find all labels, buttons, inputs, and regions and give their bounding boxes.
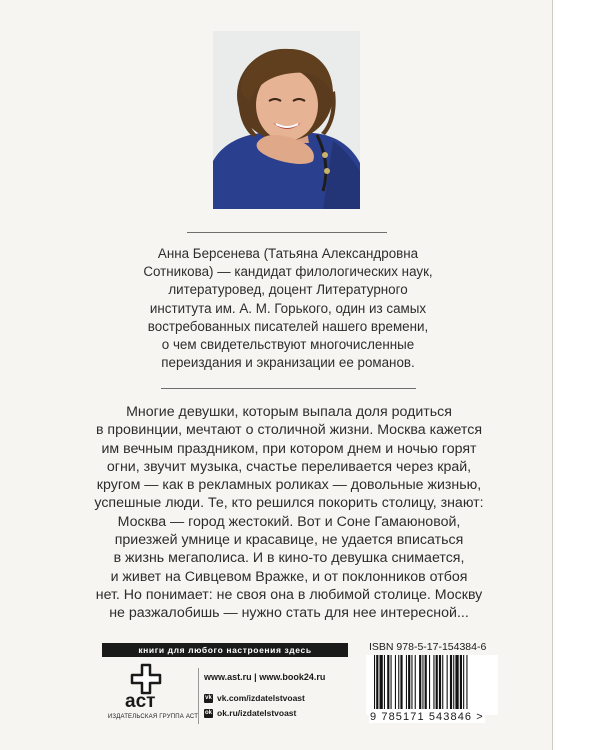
blurb-line: в жизнь мегаполиса. И в кино-то девушка снимается, bbox=[113, 550, 465, 567]
ok-url: ok.ru/izdatelstvoast bbox=[217, 708, 297, 718]
barcode-bar bbox=[460, 655, 462, 709]
blurb-line: кругом — как в рекламных роликах — довольные жизнью, bbox=[96, 477, 482, 494]
barcode-bar bbox=[384, 655, 385, 709]
ok-link[interactable] bbox=[204, 708, 296, 718]
blurb-line: им вечным праздником, при котором днем и ночью горят bbox=[101, 440, 477, 457]
barcode-bar bbox=[422, 655, 423, 709]
blurb-line: Многие девушки, которым выпала доля родиться bbox=[126, 404, 452, 420]
author-photo bbox=[213, 31, 360, 209]
barcode-bar bbox=[425, 655, 427, 709]
divider-middle bbox=[161, 388, 416, 389]
barcode-bar bbox=[453, 655, 454, 709]
divider-top bbox=[187, 232, 387, 233]
barcode-bar bbox=[447, 655, 448, 709]
barcode-bar bbox=[380, 655, 383, 709]
barcode-bar bbox=[429, 655, 430, 709]
vk-icon: vk bbox=[205, 694, 212, 701]
footer-divider bbox=[198, 668, 199, 724]
blurb-line: в провинции, мечтают о столичной жизни. Москва кажется bbox=[95, 422, 483, 439]
barcode-bar bbox=[408, 655, 410, 709]
bio-line: переиздания и экранизации ее романов. bbox=[161, 355, 415, 371]
blurb-line: и живет на Сивцевом Вражке, и от поклонников отбоя bbox=[110, 568, 468, 585]
blurb-line: огни, звучит музыка, счастье переливается через край, bbox=[106, 458, 472, 475]
barcode-bar bbox=[419, 655, 421, 709]
barcode-bar bbox=[442, 655, 443, 709]
tagline-bar: книги для любого настроения здесь bbox=[102, 643, 348, 657]
author-portrait-image bbox=[213, 31, 360, 209]
publisher-websites[interactable]: www.ast.ru | www.book24.ru bbox=[204, 672, 326, 682]
bio-line: института им. А. М. Горького, один из самых bbox=[149, 300, 427, 316]
blurb-line: нет. Но понимает: не своя она в любимой столице. Москву bbox=[95, 586, 483, 603]
barcode-bar bbox=[466, 655, 467, 709]
author-bio bbox=[110, 245, 466, 372]
vk-url: vk.com/izdatelstvoast bbox=[217, 693, 305, 703]
barcode-bar bbox=[391, 655, 392, 709]
barcode-bar bbox=[433, 655, 434, 709]
bio-line: Анна Берсенева (Татьяна Александровна bbox=[157, 246, 419, 261]
barcode-bar bbox=[395, 655, 396, 709]
barcode-bar bbox=[436, 655, 438, 709]
ast-logo-mark bbox=[120, 663, 178, 711]
book-blurb bbox=[70, 403, 508, 623]
logo-wordmark: аст bbox=[125, 691, 156, 711]
cover-edge bbox=[552, 0, 553, 750]
barcode-bars bbox=[366, 655, 498, 713]
blurb-line: Москва — город жестокий. Вот и Соне Гамаюновой, bbox=[117, 513, 461, 530]
barcode-bar bbox=[400, 655, 402, 709]
barcode-bar bbox=[387, 655, 389, 709]
barcode-bar bbox=[398, 655, 399, 709]
barcode-bar bbox=[406, 655, 407, 709]
barcode bbox=[366, 655, 498, 715]
barcode-bar bbox=[374, 655, 375, 709]
bio-line: востребованных писателей нашего времени, bbox=[147, 318, 429, 334]
barcode-bar bbox=[376, 655, 378, 709]
barcode-digits: 9 785171 543846 > bbox=[370, 711, 484, 723]
barcode-bar bbox=[455, 655, 458, 709]
barcode-bar bbox=[450, 655, 452, 709]
bio-line: о чем свидетельствуют многочисленные bbox=[161, 337, 415, 353]
ok-icon: ok bbox=[204, 709, 212, 716]
barcode-bar bbox=[415, 655, 416, 709]
bio-line: литературовед, доцент Литературного bbox=[168, 282, 408, 298]
barcode-bar bbox=[463, 655, 464, 709]
blurb-line: не разжалобишь — нужно стать для нее интересной... bbox=[109, 605, 469, 622]
blurb-line: приезжей умнице и красавице, не удается вписаться bbox=[114, 532, 464, 549]
ast-logo bbox=[120, 663, 178, 711]
barcode-bar bbox=[439, 655, 441, 709]
blurb-line: успешные люди. Те, кто решился покорить столицу, знают: bbox=[94, 495, 484, 512]
isbn-text: ISBN 978-5-17-154384-6 bbox=[369, 641, 487, 653]
barcode-bar bbox=[411, 655, 412, 709]
bio-line: Сотникова) — кандидат филологических наук, bbox=[143, 264, 433, 280]
vk-link[interactable] bbox=[204, 693, 305, 703]
publisher-name: ИЗДАТЕЛЬСКАЯ ГРУППА АСТ bbox=[107, 714, 199, 720]
